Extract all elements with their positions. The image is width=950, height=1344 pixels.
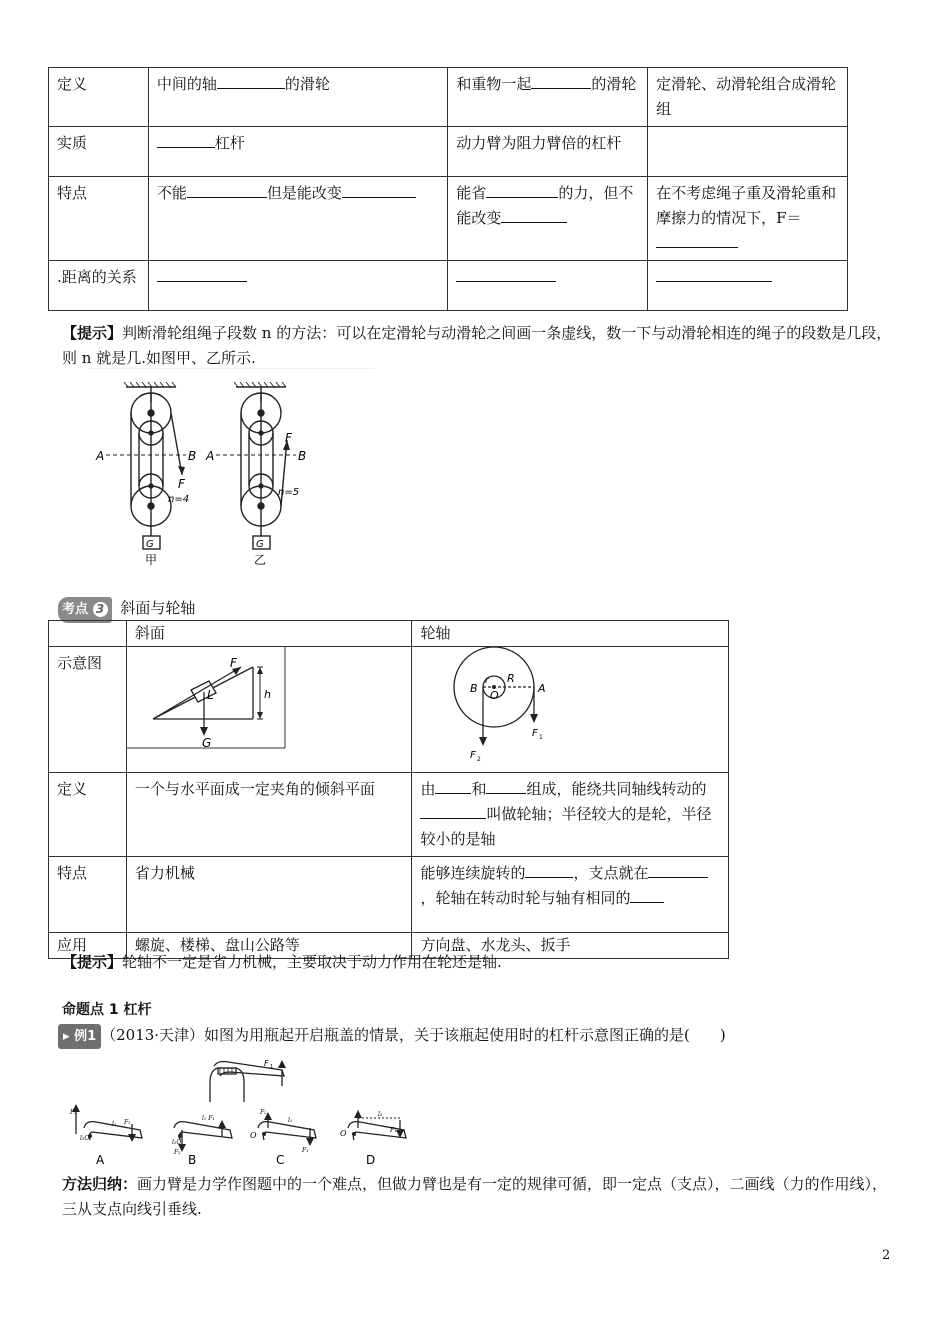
- answer-blank[interactable]: [531, 74, 591, 89]
- label-a: A: [96, 449, 105, 463]
- method-paragraph: 方法归纳：画力臂是力学作图题中的一个难点，但做力臂也是有一定的规律可循，即一定点（支点），二画线（力的作用线），三从支点向线引垂线.: [62, 1175, 888, 1218]
- label-n: n=4: [168, 494, 190, 505]
- label-g: G: [146, 539, 154, 550]
- label-b: B: [298, 449, 307, 463]
- bottle-opener-scene: [196, 1052, 302, 1104]
- table-row: 特点 不能 但是能改变 能省 的力，但不能改变 在不考虑绳子重及滑轮重和摩擦力的情况下，F＝: [49, 177, 848, 261]
- label-o: O: [490, 689, 500, 702]
- table-row: 实质 杠杆 动力臂为阻力臂倍的杠杆: [49, 127, 848, 177]
- example-badge: ▸ 例1: [58, 1024, 101, 1049]
- row-label: 特点: [49, 857, 127, 933]
- answer-blank[interactable]: [648, 863, 708, 878]
- incline-diagram: [127, 647, 297, 749]
- section-title: 斜面与轮轴: [120, 599, 196, 617]
- label-a: A: [206, 449, 215, 463]
- label-n: n=5: [278, 487, 300, 498]
- label-a: A: [538, 682, 546, 695]
- label-f1: F: [532, 728, 539, 739]
- label-f: F: [178, 477, 185, 491]
- caption-yi: 乙: [254, 553, 267, 567]
- option-b-label: B: [188, 1153, 197, 1167]
- option-c-label: C: [276, 1153, 285, 1167]
- label-b: B: [470, 682, 478, 695]
- wheel-axle-diagram: [450, 647, 630, 769]
- answer-blank[interactable]: [656, 233, 738, 248]
- example-question: ▸ 例1 （2013·天津）如图为用瓶起开启瓶盖的情景，关于该瓶起使用时的杠杆示意图正确的是( ): [58, 1023, 908, 1049]
- svg-text:F₁: F₁: [124, 1119, 131, 1126]
- label-f: F: [229, 656, 237, 670]
- label-l: L: [206, 688, 214, 702]
- lever-options: [62, 1100, 422, 1170]
- svg-text:F₂: F₂: [260, 1109, 267, 1116]
- row-label: 特点: [49, 177, 149, 261]
- label-g: G: [256, 539, 264, 550]
- answer-blank[interactable]: [342, 183, 416, 198]
- row-label: 实质: [49, 127, 149, 177]
- tip-paragraph: 【提示】轮轴不一定是省力机械，主要取决于动力作用在轮还是轴.: [62, 953, 502, 971]
- option-d-label: D: [366, 1153, 376, 1167]
- svg-text:l₂O: l₂O: [80, 1135, 90, 1142]
- answer-blank[interactable]: [486, 183, 558, 198]
- label-h: h: [263, 688, 271, 701]
- row-label: 定义: [49, 773, 127, 857]
- answer-blank[interactable]: [157, 133, 215, 148]
- page-number: 2: [882, 1248, 891, 1263]
- svg-text:l₁: l₁: [288, 1117, 293, 1124]
- table-row: [49, 647, 729, 773]
- label-f: F: [285, 431, 292, 445]
- label-b: B: [188, 449, 197, 463]
- option-a-label: A: [96, 1153, 105, 1167]
- svg-text:F₂: F₂: [174, 1149, 181, 1156]
- svg-text:F₂: F₂: [70, 1109, 77, 1116]
- answer-blank[interactable]: [656, 267, 772, 282]
- svg-text:F₁: F₁: [302, 1147, 309, 1154]
- answer-blank[interactable]: [217, 74, 285, 89]
- pulley-system-yi: [234, 382, 287, 549]
- svg-text:O: O: [340, 1129, 347, 1138]
- table-row: 定义 中间的轴 的滑轮 和重物一起 的滑轮 定滑轮、动滑轮组合成滑轮组: [49, 68, 848, 127]
- table-header-row: 斜面 轮轴: [49, 621, 729, 647]
- answer-blank[interactable]: [187, 183, 267, 198]
- answer-blank[interactable]: [456, 267, 556, 282]
- answer-blank[interactable]: [525, 863, 573, 878]
- pulley-table: [48, 67, 848, 311]
- table-row: 定义 一个与水平面成一定夹角的倾斜平面 由 和 组成，能绕共同轴线转动的叫做轮轴；半径较大的是轮，半径较小的是轴: [49, 773, 729, 857]
- section-header: [58, 596, 195, 620]
- tip-paragraph: 【提示】判断滑轮组绳子段数 n 的方法：可以在定滑轮与动滑轮之间画一条虚线，数一下与动滑轮相连的绳子的段数是几段，则 n 就是几.如图甲、乙所示.: [62, 324, 892, 367]
- svg-text:O: O: [250, 1131, 257, 1140]
- svg-text:F₁: F₁: [390, 1127, 397, 1134]
- svg-text:1: 1: [539, 734, 544, 741]
- label-f2: F: [470, 750, 477, 761]
- table-row: 应用 螺旋、楼梯、盘山公路等 方向盘、水龙头、扳手: [49, 933, 729, 959]
- answer-blank[interactable]: [630, 888, 664, 903]
- label-g: G: [201, 736, 212, 749]
- answer-blank[interactable]: [435, 779, 471, 794]
- row-label: 示意图: [49, 647, 127, 773]
- table-row: [49, 261, 848, 311]
- table-row: 特点 省力机械 能够连续旋转的 ，支点就在，轮轴在转动时轮与轴有相同的: [49, 857, 729, 933]
- svg-text:1: 1: [270, 1064, 274, 1070]
- svg-text:F: F: [264, 1059, 269, 1068]
- caption-jia: 甲: [145, 553, 158, 567]
- answer-blank[interactable]: [157, 267, 247, 282]
- row-label: 应用: [49, 933, 127, 959]
- row-label: .距离的关系: [49, 261, 149, 311]
- svg-text:2: 2: [477, 756, 482, 763]
- svg-text:l₁: l₁: [112, 1121, 117, 1128]
- answer-blank[interactable]: [486, 779, 526, 794]
- incline-wheel-table: [48, 620, 729, 959]
- svg-text:l₂O: l₂O: [172, 1139, 182, 1146]
- svg-text:l₁ F₁: l₁ F₁: [202, 1115, 215, 1122]
- topic-heading: 命题点 1 杠杆: [62, 1002, 152, 1018]
- label-r: r: [485, 676, 490, 686]
- answer-blank[interactable]: [501, 208, 567, 223]
- row-label: 定义: [49, 68, 149, 127]
- pulley-system-jia: [124, 382, 182, 549]
- section-badge: 考点 3: [58, 597, 112, 623]
- pulley-figure: [88, 368, 378, 570]
- label-big-r: R: [507, 672, 516, 685]
- svg-text:l₂: l₂: [378, 1111, 383, 1118]
- answer-blank[interactable]: [420, 804, 486, 819]
